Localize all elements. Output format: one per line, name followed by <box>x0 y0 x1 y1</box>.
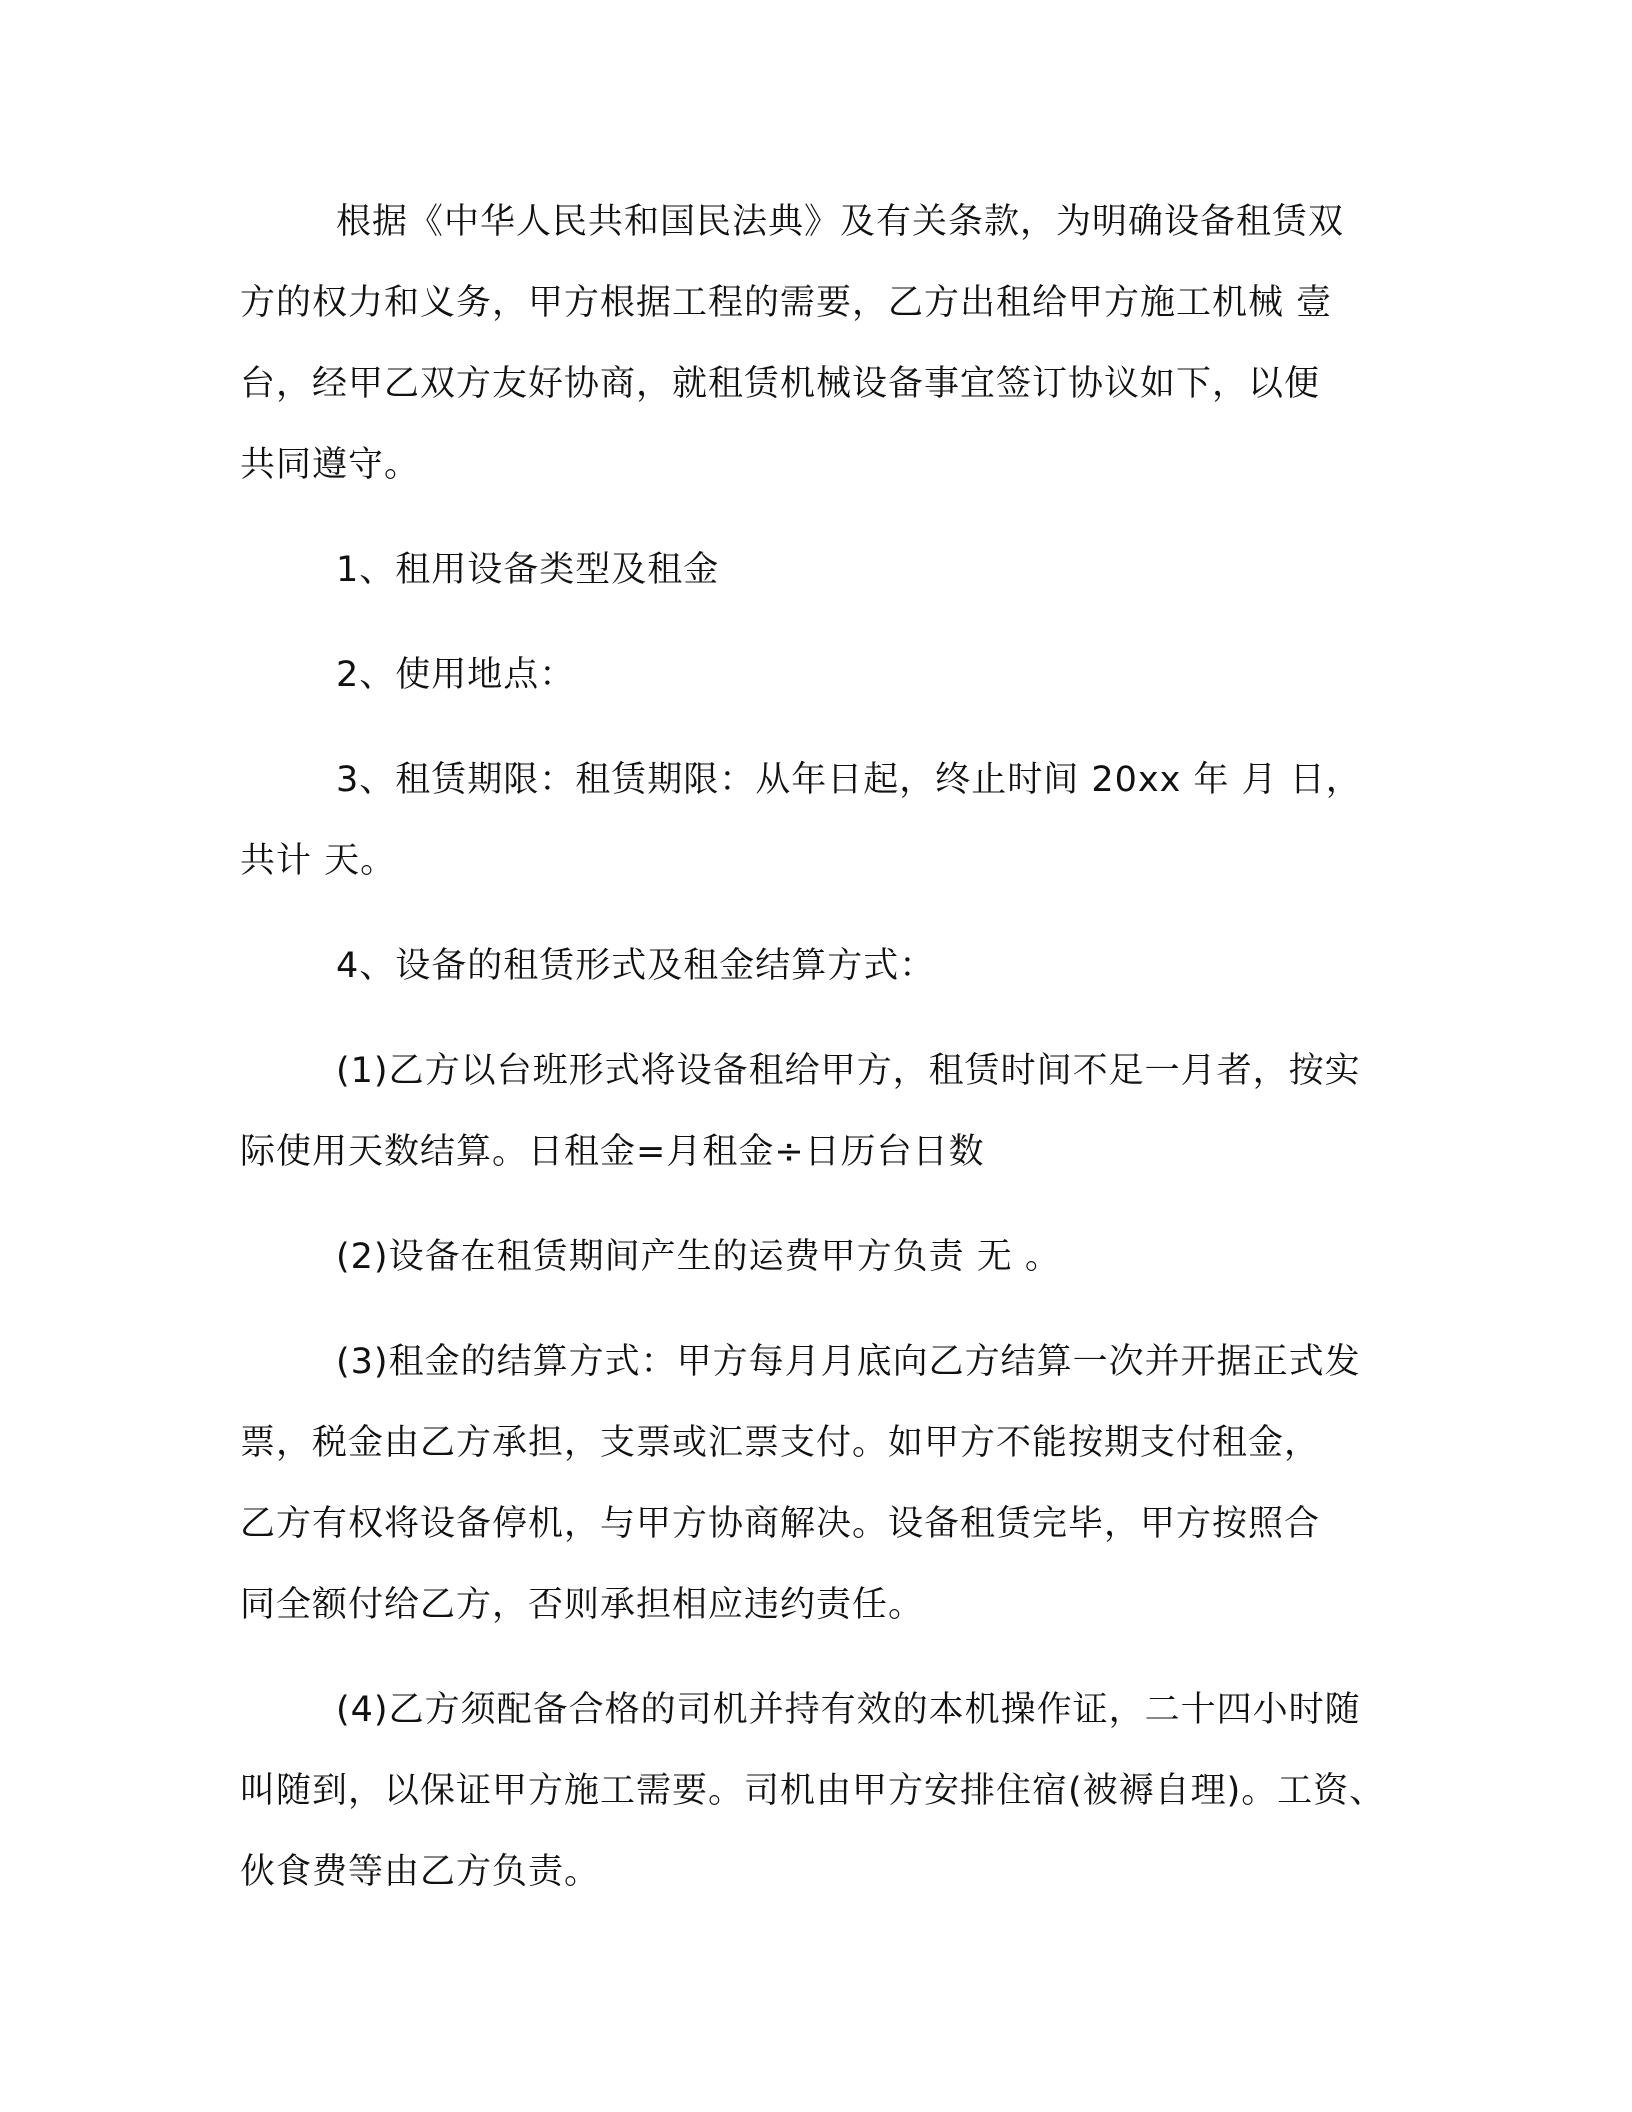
intro-paragraph <box>240 182 1420 506</box>
paragraph-line: 共同遵守。 <box>240 445 421 485</box>
paragraph-line: 方的权力和义务，甲方根据工程的需要，乙方出租给甲方施工机械 壹 <box>240 283 1333 323</box>
paragraph-line: (3)租金的结算方式：甲方每月月底向乙方结算一次并开据正式发 <box>336 1342 1361 1382</box>
paragraph-line: (1)乙方以台班形式将设备租给甲方，租赁时间不足一月者，按实 <box>336 1051 1361 1091</box>
clause-4-4-paragraph <box>240 1670 1420 1913</box>
clause-4-3-paragraph <box>240 1322 1420 1646</box>
paragraph-line: 际使用天数结算。日租金=月租金÷日历台日数 <box>240 1132 985 1172</box>
paragraph-line: 同全额付给乙方，否则承担相应违约责任。 <box>240 1585 925 1625</box>
paragraph-line: 4、设备的租赁形式及租金结算方式： <box>336 946 936 986</box>
paragraph-line: 票，税金由乙方承担，支票或汇票支付。如甲方不能按期支付租金， <box>240 1423 1321 1463</box>
paragraph-line: (4)乙方须配备合格的司机并持有效的本机操作证，二十四小时随 <box>336 1690 1361 1730</box>
paragraph-line: 3、租赁期限：租赁期限：从年日起，终止时间 20xx 年 月 日， <box>336 760 1362 800</box>
paragraph-line: (2)设备在租赁期间产生的运费甲方负责 无 。 <box>336 1237 1061 1277</box>
paragraph-line: 根据《中华人民共和国民法典》及有关条款，为明确设备租赁双 <box>336 202 1345 242</box>
clause-4-2-paragraph <box>240 1217 1420 1298</box>
paragraph-line: 1、租用设备类型及租金 <box>336 550 720 590</box>
document-body <box>240 182 1420 1937</box>
clause-1-paragraph <box>240 530 1420 611</box>
clause-2-paragraph <box>240 635 1420 716</box>
paragraph-line: 台，经甲乙双方友好协商，就租赁机械设备事宜签订协议如下，以便 <box>240 364 1321 404</box>
clause-3-paragraph <box>240 740 1420 902</box>
paragraph-line: 共计 天。 <box>240 841 397 881</box>
paragraph-line: 叫随到，以保证甲方施工需要。司机由甲方安排住宿(被褥自理)。工资、 <box>240 1771 1386 1811</box>
paragraph-line: 乙方有权将设备停机，与甲方协商解决。设备租赁完毕，甲方按照合 <box>240 1504 1321 1544</box>
paragraph-line: 2、使用地点： <box>336 655 576 695</box>
clause-4-paragraph <box>240 926 1420 1007</box>
paragraph-line: 伙食费等由乙方负责。 <box>240 1852 601 1892</box>
clause-4-1-paragraph <box>240 1031 1420 1193</box>
